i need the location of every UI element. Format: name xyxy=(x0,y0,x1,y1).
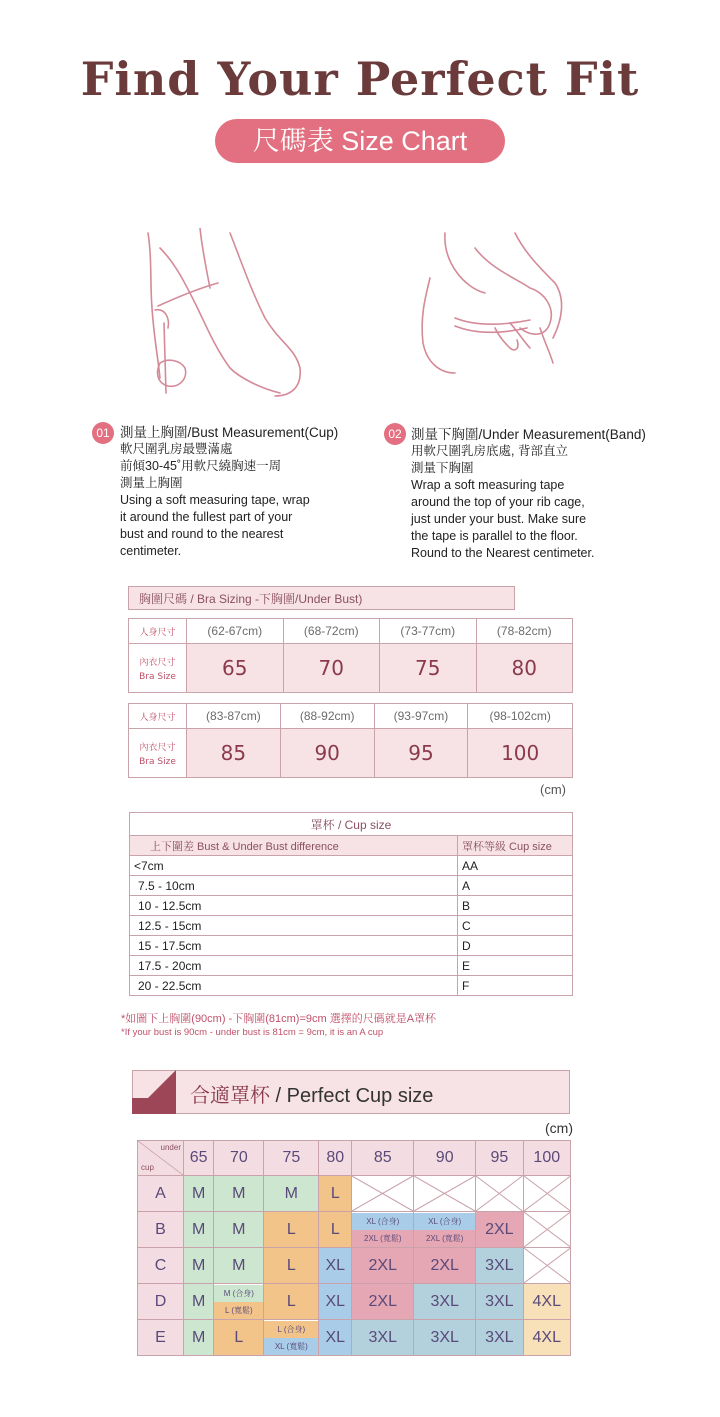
size-chart-badge: 尺碼表 Size Chart xyxy=(215,119,505,163)
band-column-header: 80 xyxy=(319,1141,352,1176)
table-row xyxy=(130,856,573,876)
size-cell: XL xyxy=(319,1284,352,1320)
bust-measure-illustration xyxy=(140,228,310,403)
step-2-heading: 測量下胸圍/Under Measurement(Band) xyxy=(411,427,646,442)
not-available-cell xyxy=(523,1212,570,1248)
size-cell: L xyxy=(214,1320,264,1356)
measure-cell: (88-92cm) xyxy=(280,704,374,729)
step-number-badge: 02 xyxy=(384,423,406,445)
size-cell: 2XL xyxy=(352,1248,414,1284)
cup-cell: AA xyxy=(458,856,573,876)
cup-cell: D xyxy=(458,936,573,956)
measure-cell: (73-77cm) xyxy=(380,619,477,644)
bra-size-cell: 95 xyxy=(374,729,468,778)
bra-sizing-table-2 xyxy=(128,703,573,778)
bra-size-label-cn: 內衣尺寸 xyxy=(139,742,176,753)
table-row xyxy=(130,916,573,936)
bra-sizing-table-1 xyxy=(128,618,573,693)
size-option-fit: L (合身) xyxy=(264,1321,318,1338)
grid-row xyxy=(138,1212,571,1248)
band-column-header: 90 xyxy=(414,1141,476,1176)
measure-cell: (93-97cm) xyxy=(374,704,468,729)
cup-cell: F xyxy=(458,976,573,996)
size-cell: 2XL xyxy=(414,1248,476,1284)
size-cell: 4XL xyxy=(523,1320,570,1356)
banner-corner-bar xyxy=(132,1098,176,1114)
step-1-line: 前傾30-45˚用軟尺繞胸速一周 xyxy=(120,459,282,473)
step-1-line: bust and round to the nearest xyxy=(120,527,284,541)
cross-icon xyxy=(524,1212,570,1247)
size-cell: M xyxy=(214,1212,264,1248)
cup-row-header: B xyxy=(138,1212,184,1248)
split-size-cell xyxy=(214,1284,264,1320)
example-note-en: *If your bust is 90cm - under bust is 81cm = 9cm, it is an A cup xyxy=(121,1027,384,1038)
measure-cell: (68-72cm) xyxy=(283,619,380,644)
bra-size-cell: 70 xyxy=(283,644,380,693)
size-cell: 2XL xyxy=(352,1284,414,1320)
size-cell: XL xyxy=(319,1248,352,1284)
not-available-cell xyxy=(352,1176,414,1212)
size-cell: L xyxy=(264,1248,319,1284)
size-cell: M xyxy=(184,1248,214,1284)
difference-cell: 15 - 17.5cm xyxy=(130,936,458,956)
page-title: Find Your Perfect Fit xyxy=(80,52,640,106)
bra-size-label-cn: 內衣尺寸 xyxy=(139,657,176,668)
size-cell: L xyxy=(264,1212,319,1248)
cup-size-caption: 罩杯 / Cup size xyxy=(130,813,573,836)
step-number-badge: 01 xyxy=(92,422,114,444)
perfect-cup-title xyxy=(190,1079,433,1108)
split-size-cell xyxy=(352,1212,414,1248)
cup-row-header: D xyxy=(138,1284,184,1320)
difference-cell: 12.5 - 15cm xyxy=(130,916,458,936)
not-available-cell xyxy=(523,1176,570,1212)
bra-size-cell: 90 xyxy=(280,729,374,778)
step-2-line: Round to the Nearest centimeter. xyxy=(411,546,595,560)
grid-row xyxy=(138,1248,571,1284)
size-cell: 3XL xyxy=(352,1320,414,1356)
band-column-header: 65 xyxy=(184,1141,214,1176)
split-size-cell xyxy=(264,1320,319,1356)
not-available-cell xyxy=(414,1176,476,1212)
band-column-header: 95 xyxy=(476,1141,523,1176)
cup-cell: E xyxy=(458,956,573,976)
size-cell: 3XL xyxy=(476,1284,523,1320)
measure-cell: (78-82cm) xyxy=(476,619,573,644)
grid-row xyxy=(138,1176,571,1212)
size-cell: M xyxy=(214,1248,264,1284)
bra-size-label-en: Bra Size xyxy=(139,671,176,682)
corner-cup-label: cup xyxy=(141,1163,154,1172)
step-2-line: the tape is parallel to the floor. xyxy=(411,529,578,543)
size-option-loose: L (寬鬆) xyxy=(214,1302,263,1319)
size-cell: 4XL xyxy=(523,1284,570,1320)
table-row xyxy=(130,876,573,896)
corner-under-label: under xyxy=(160,1143,181,1152)
size-cell: 2XL xyxy=(476,1212,523,1248)
split-size-cell xyxy=(414,1212,476,1248)
table-row xyxy=(130,956,573,976)
size-option-loose: XL (寬鬆) xyxy=(264,1338,318,1355)
size-cell: 3XL xyxy=(476,1248,523,1284)
bra-size-cell: 65 xyxy=(187,644,284,693)
size-cell: M xyxy=(264,1176,319,1212)
band-column-header: 70 xyxy=(214,1141,264,1176)
example-note-cn: *如圖下上胸圍(90cm) -下胸圍(81cm)=9cm 選擇的尺碼就是A罩杯 xyxy=(121,1013,437,1025)
cup-column-header: 罩杯等級 Cup size xyxy=(458,836,573,856)
table-row xyxy=(130,896,573,916)
bra-size-label xyxy=(129,729,187,778)
cross-icon xyxy=(524,1248,570,1283)
step-2-text xyxy=(411,426,671,562)
step-1-line: 軟尺圍乳房最豐滿處 xyxy=(120,442,233,456)
table-row xyxy=(130,976,573,996)
difference-cell: 20 - 22.5cm xyxy=(130,976,458,996)
band-column-header: 100 xyxy=(523,1141,570,1176)
step-1-line: centimeter. xyxy=(120,544,182,558)
cup-row-header: C xyxy=(138,1248,184,1284)
perfect-cup-grid xyxy=(137,1140,571,1356)
cross-icon xyxy=(476,1176,522,1211)
size-cell: L xyxy=(319,1176,352,1212)
cup-cell: B xyxy=(458,896,573,916)
bra-sizing-header: 胸圍尺碼 / Bra Sizing -下胸圍/Under Bust) xyxy=(128,586,515,610)
cup-row-header: E xyxy=(138,1320,184,1356)
size-cell: 3XL xyxy=(414,1320,476,1356)
step-2-line: 測量下胸圍 xyxy=(411,461,474,475)
size-option-loose: 2XL (寬鬆) xyxy=(414,1230,475,1247)
size-cell: 3XL xyxy=(476,1320,523,1356)
not-available-cell xyxy=(523,1248,570,1284)
unit-label: (cm) xyxy=(540,782,566,797)
size-option-fit: XL (合身) xyxy=(352,1213,413,1230)
cup-cell: A xyxy=(458,876,573,896)
grid-corner-cell xyxy=(138,1141,184,1176)
cup-size-table xyxy=(129,812,573,996)
size-cell: L xyxy=(264,1284,319,1320)
size-option-loose: 2XL (寬鬆) xyxy=(352,1230,413,1247)
body-size-label: 人身尺寸 xyxy=(129,619,187,644)
cross-icon xyxy=(352,1176,413,1211)
perfect-cup-title-en: / Perfect Cup size xyxy=(270,1085,434,1107)
grid-row xyxy=(138,1320,571,1356)
body-size-label: 人身尺寸 xyxy=(129,704,187,729)
difference-column-header: 上下圍差 Bust & Under Bust difference xyxy=(130,836,458,856)
perfect-cup-title-cn: 合適罩杯 xyxy=(190,1085,270,1107)
step-1-heading: 測量上胸圍/Bust Measurement(Cup) xyxy=(120,425,339,440)
grid-body xyxy=(138,1176,571,1356)
step-2-line: around the top of your rib cage, xyxy=(411,495,585,509)
step-2-line: just under your bust. Make sure xyxy=(411,512,587,526)
step-1-line: it around the fullest part of your xyxy=(120,510,293,524)
size-cell: M xyxy=(184,1212,214,1248)
size-cell: M xyxy=(184,1284,214,1320)
difference-cell: 7.5 - 10cm xyxy=(130,876,458,896)
cup-cell: C xyxy=(458,916,573,936)
unit-label: (cm) xyxy=(545,1120,573,1136)
bra-size-label xyxy=(129,644,187,693)
bra-size-cell: 85 xyxy=(187,729,281,778)
size-cell: M xyxy=(184,1320,214,1356)
size-cell: M xyxy=(214,1176,264,1212)
size-cell: XL xyxy=(319,1320,352,1356)
step-2-line: 用軟尺圍乳房底處, 背部直立 xyxy=(411,444,568,458)
bra-size-cell: 100 xyxy=(468,729,573,778)
band-measure-illustration xyxy=(415,228,585,403)
cross-icon xyxy=(414,1176,475,1211)
grid-row xyxy=(138,1284,571,1320)
measure-cell: (83-87cm) xyxy=(187,704,281,729)
size-cell: 3XL xyxy=(414,1284,476,1320)
step-1-line: Using a soft measuring tape, wrap xyxy=(120,493,310,507)
step-2-line: Wrap a soft measuring tape xyxy=(411,478,565,492)
difference-cell: 17.5 - 20cm xyxy=(130,956,458,976)
size-option-fit: XL (合身) xyxy=(414,1213,475,1230)
measure-cell: (98-102cm) xyxy=(468,704,573,729)
step-1-line: 測量上胸圍 xyxy=(120,476,183,490)
table-row xyxy=(130,936,573,956)
bra-size-label-en: Bra Size xyxy=(139,756,176,767)
band-column-header: 85 xyxy=(352,1141,414,1176)
cross-icon xyxy=(524,1176,570,1211)
difference-cell: <7cm xyxy=(130,856,458,876)
not-available-cell xyxy=(476,1176,523,1212)
measure-cell: (62-67cm) xyxy=(187,619,284,644)
size-cell: M xyxy=(184,1176,214,1212)
size-option-fit: M (合身) xyxy=(214,1285,263,1302)
bra-size-cell: 80 xyxy=(476,644,573,693)
step-1-text xyxy=(120,424,370,560)
bra-size-cell: 75 xyxy=(380,644,477,693)
difference-cell: 10 - 12.5cm xyxy=(130,896,458,916)
size-cell: L xyxy=(319,1212,352,1248)
band-column-header: 75 xyxy=(264,1141,319,1176)
cup-row-header: A xyxy=(138,1176,184,1212)
